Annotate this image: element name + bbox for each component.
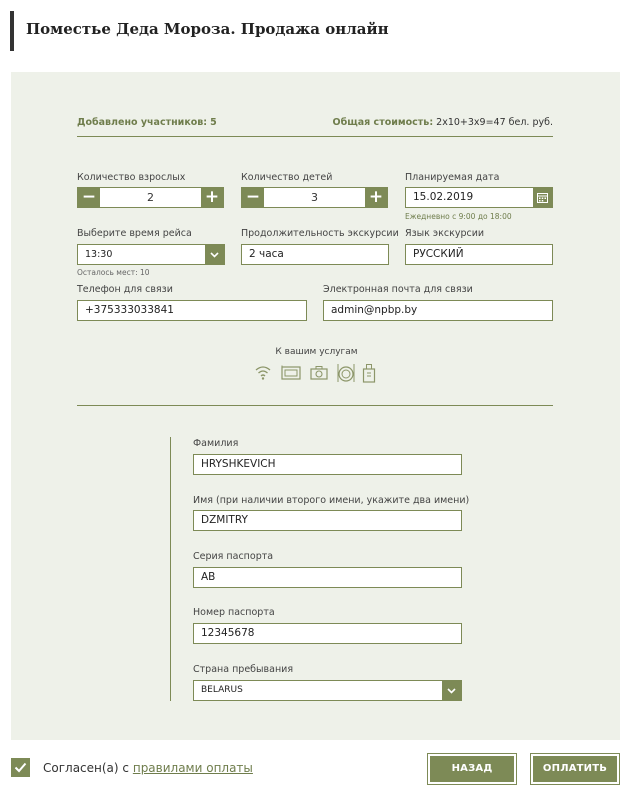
children-label: Количество детей [241, 172, 333, 183]
passport-series-label: Серия паспорта [193, 551, 274, 562]
phone-input[interactable] [77, 300, 307, 321]
children-stepper [241, 187, 388, 208]
agree-checkbox[interactable] [11, 758, 30, 777]
participants-label: Добавлено участников: [77, 117, 208, 128]
language-value: РУССКИЙ [413, 248, 464, 260]
passport-number-value: 12345678 [201, 627, 255, 639]
time-select[interactable] [77, 244, 225, 265]
surname-input[interactable] [193, 454, 462, 475]
seats-left-hint: Осталось мест: 10 [77, 268, 150, 277]
chevron-down-icon[interactable] [205, 245, 224, 264]
pay-button[interactable] [530, 753, 620, 785]
agree-prefix: Согласен(а) с [43, 761, 130, 775]
cinema-icon [281, 363, 301, 383]
children-increment-button[interactable]: + [365, 188, 387, 207]
phone-label: Телефон для связи [77, 284, 173, 295]
cost-summary [333, 117, 553, 128]
country-label: Страна пребывания [193, 664, 294, 675]
passport-number-input[interactable] [193, 623, 462, 644]
name-label: Имя (при наличии второго имени, укажите два имени) [193, 495, 470, 506]
name-input[interactable] [193, 510, 462, 531]
date-label: Планируемая дата [405, 172, 500, 183]
language-field [405, 244, 553, 265]
back-button-label: НАЗАД [430, 756, 514, 782]
time-value: 13:30 [85, 249, 113, 260]
email-input[interactable] [323, 300, 553, 321]
date-hint: Ежедневно с 9:00 до 18:00 [405, 212, 512, 221]
language-label: Язык экскурсии [405, 228, 485, 239]
duration-value: 2 часа [249, 248, 284, 260]
adults-stepper [77, 187, 224, 208]
name-value: DZMITRY [201, 514, 248, 526]
country-select[interactable] [193, 680, 462, 701]
phone-value: +375333033841 [85, 304, 174, 316]
email-label: Электронная почта для связи [323, 284, 473, 295]
pay-button-label: ОПЛАТИТЬ [533, 756, 617, 782]
passenger-block-marker [170, 437, 171, 701]
summary-divider [77, 136, 553, 137]
surname-value: HRYSHKEVICH [201, 458, 276, 470]
back-button[interactable] [427, 753, 517, 785]
passport-series-input[interactable] [193, 567, 462, 588]
date-value: 15.02.2019 [413, 191, 474, 203]
luggage-icon [362, 363, 382, 383]
payment-rules-link[interactable]: правилами оплаты [132, 761, 253, 775]
children-decrement-button[interactable]: − [242, 188, 264, 207]
time-label: Выберите время рейса [77, 228, 192, 239]
cost-value: 2x10+3x9=47 бел. руб. [436, 117, 553, 128]
participants-summary [77, 117, 217, 128]
agree-text [43, 761, 253, 775]
camera-icon [310, 363, 330, 383]
page-header [10, 11, 389, 51]
country-value: BELARUS [201, 685, 243, 695]
services-title: К вашим услугам [275, 347, 358, 357]
adults-decrement-button[interactable]: − [78, 188, 100, 207]
duration-label: Продолжительность экскурсии [241, 228, 399, 239]
email-value: admin@npbp.by [331, 304, 418, 316]
calendar-icon[interactable] [533, 188, 552, 207]
participants-count: 5 [210, 117, 217, 128]
services-divider [77, 405, 553, 406]
wifi-icon [254, 363, 274, 383]
children-count[interactable]: 3 [311, 191, 318, 204]
adults-count[interactable]: 2 [147, 191, 154, 204]
cost-label: Общая стоимость: [332, 117, 434, 128]
passport-number-label: Номер паспорта [193, 607, 275, 618]
adults-label: Количество взрослых [77, 172, 186, 183]
adults-increment-button[interactable]: + [201, 188, 223, 207]
page-title: Поместье Деда Мороза. Продажа онлайн [26, 20, 389, 38]
duration-field [241, 244, 389, 265]
cafe-icon [336, 363, 356, 383]
chevron-down-icon[interactable] [442, 681, 461, 700]
surname-label: Фамилия [193, 438, 239, 449]
passport-series-value: AB [201, 571, 216, 583]
date-input[interactable] [405, 187, 553, 208]
